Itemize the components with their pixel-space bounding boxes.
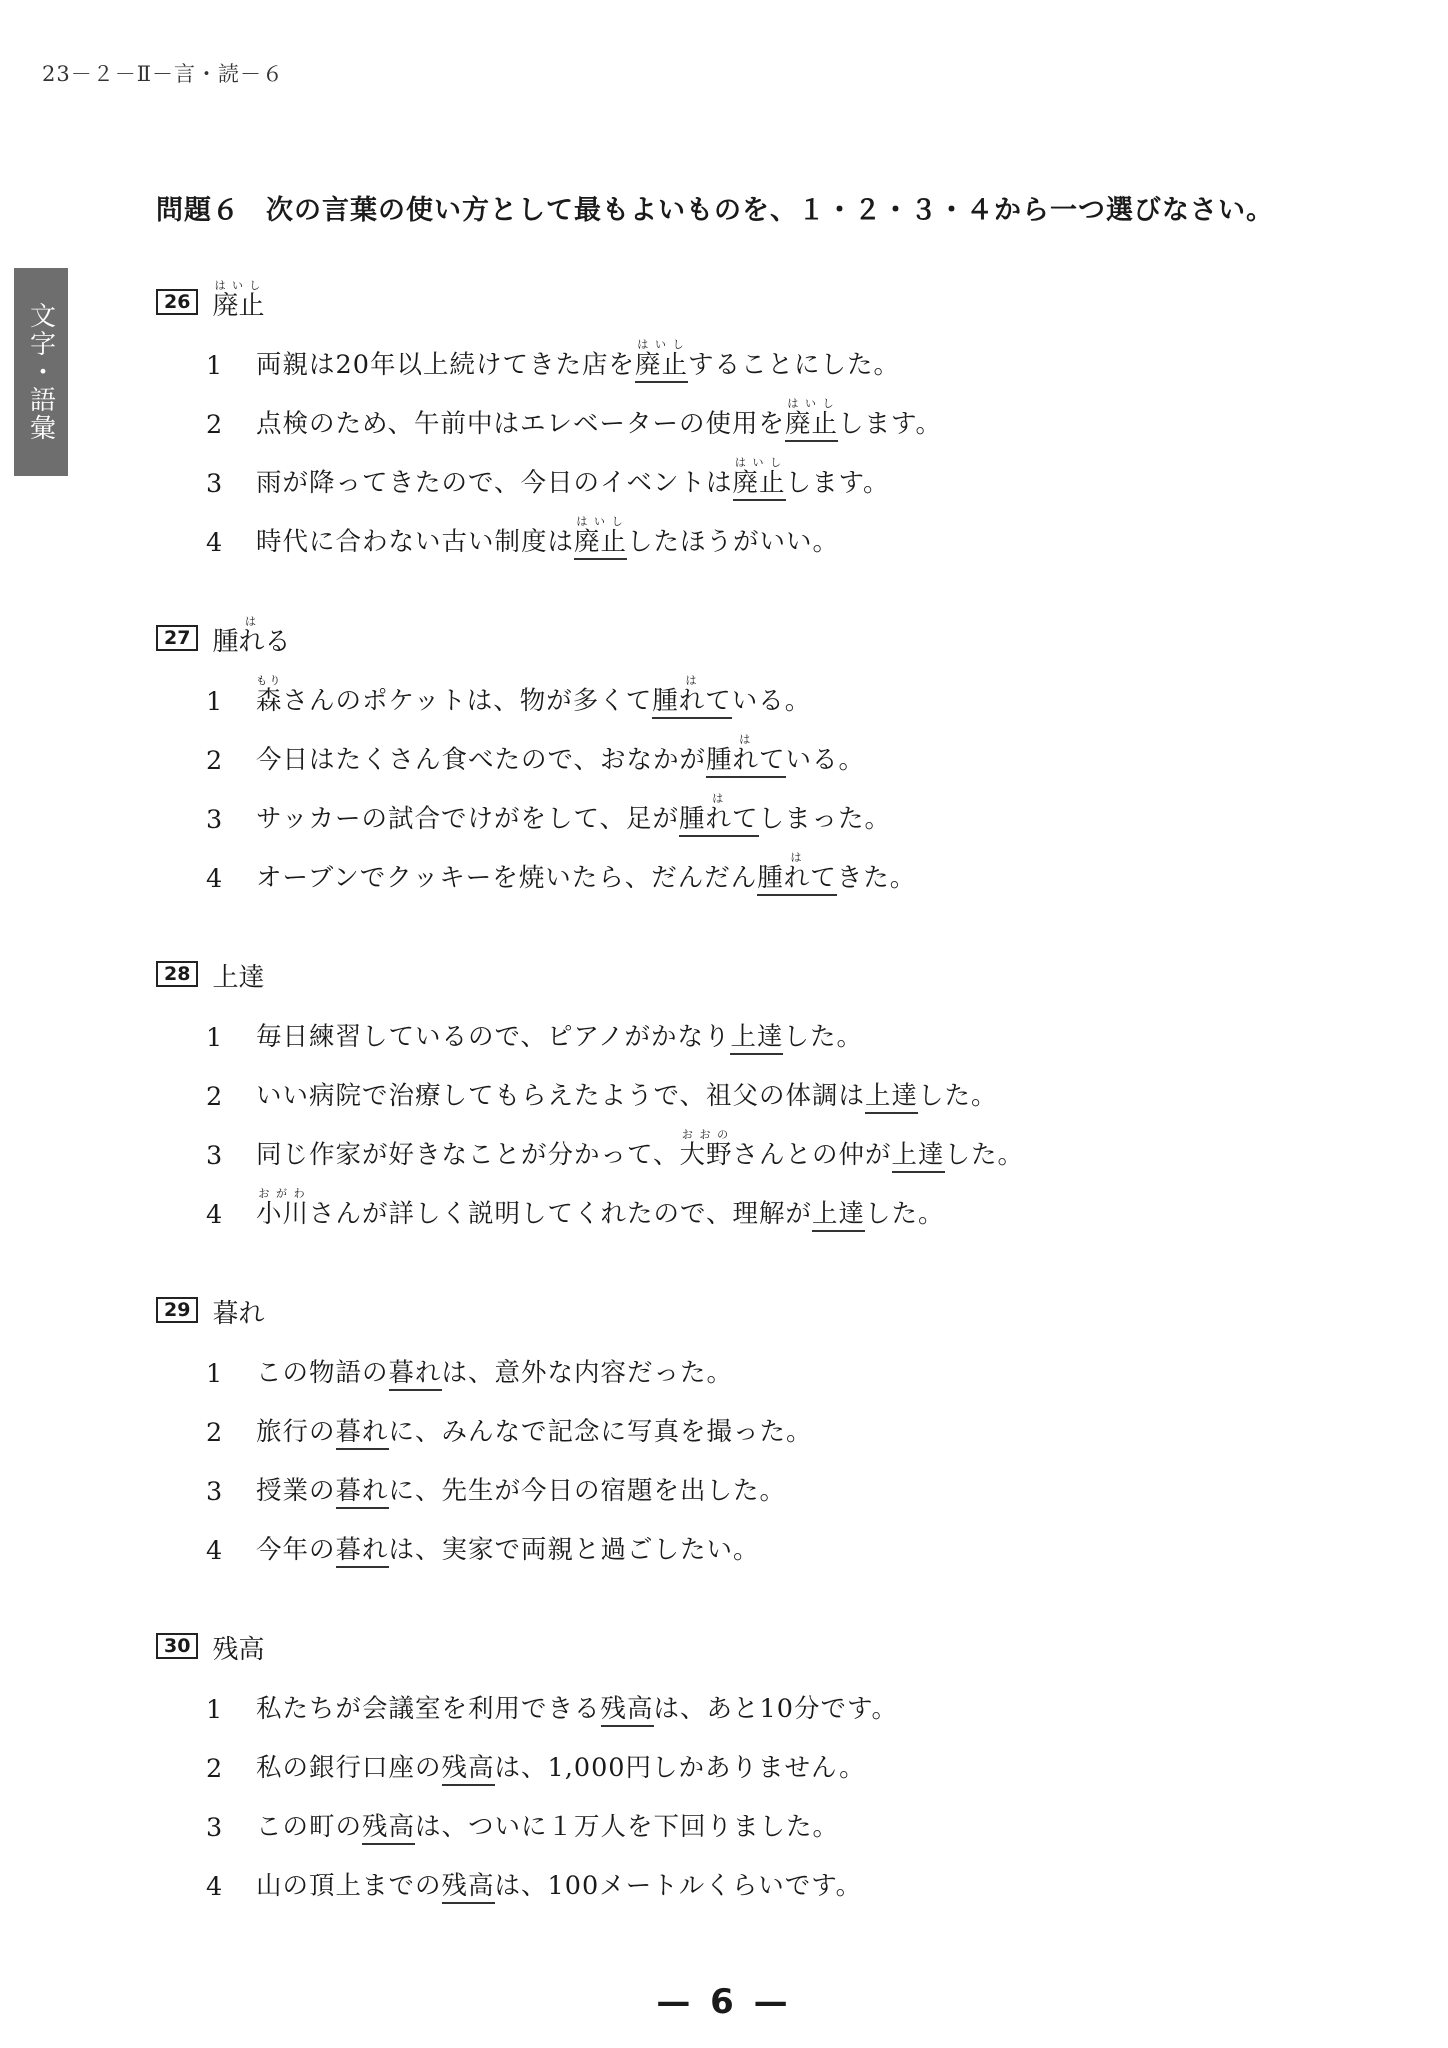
target-word-reading: はいし — [732, 456, 786, 469]
option-text-pre: サッカーの試合でけがをして、足が — [256, 804, 679, 834]
option-number: 4 — [206, 864, 224, 894]
option-number: 1 — [206, 1695, 224, 1725]
option-text — [256, 1128, 1024, 1171]
target-word-reading: は — [678, 792, 759, 805]
option-text-pre: 私の銀行口座の — [256, 1753, 442, 1783]
target-word: 暮れ — [336, 1417, 389, 1450]
option-text — [256, 456, 889, 499]
question-word — [212, 957, 264, 994]
option-row — [156, 1330, 1306, 1389]
target-word: 残高 — [362, 1812, 415, 1845]
option-row — [156, 835, 1306, 894]
option-text — [256, 1017, 863, 1053]
option-text — [256, 338, 900, 381]
option-row — [156, 1666, 1306, 1725]
question-header — [156, 930, 1306, 994]
question-number-box: 30 — [156, 1633, 198, 1659]
option-text-pre: さんが詳しく説明してくれたので、理解が — [309, 1199, 813, 1229]
option-row — [156, 1389, 1306, 1448]
question-28 — [156, 930, 1306, 1230]
question-word-ruby-reading: はいし — [212, 279, 265, 292]
target-word: 残高 — [601, 1694, 654, 1727]
option-row — [156, 1053, 1306, 1112]
option-text — [256, 1076, 998, 1112]
option-text-pre: 今日はたくさん食べたので、おなかが — [256, 745, 706, 775]
option-text-post: したほうがいい。 — [627, 527, 840, 557]
option-text-pre: 同じ作家が好きなことが分かって、 — [256, 1140, 680, 1170]
target-word: 上達 — [812, 1199, 865, 1232]
question-header — [156, 258, 1306, 322]
question-number-box: 27 — [156, 625, 198, 651]
option-text-post: に、先生が今日の宿題を出した。 — [388, 1476, 787, 1506]
target-word — [678, 792, 759, 837]
option-text-pre: 授業の — [256, 1476, 336, 1506]
option-number: 3 — [206, 1141, 224, 1171]
option-number: 2 — [206, 410, 224, 440]
option-row — [156, 776, 1306, 835]
option-text — [256, 397, 942, 440]
option-text-post: は、あと10分です。 — [653, 1694, 898, 1724]
option-number: 3 — [206, 1813, 224, 1843]
target-word: 暮れ — [389, 1358, 442, 1391]
question-header — [156, 1266, 1306, 1330]
option-text-post: きた。 — [836, 863, 917, 893]
option-number: 2 — [206, 1418, 224, 1448]
question-29 — [156, 1266, 1306, 1566]
option-text-post: した。 — [944, 1140, 1025, 1170]
target-word: 残高 — [442, 1871, 495, 1904]
option-text-post: は、意外な内容だった。 — [441, 1358, 734, 1388]
question-word-ruby-base: 腫れる — [212, 627, 291, 657]
option-row — [156, 1112, 1306, 1171]
option-number: 1 — [206, 687, 224, 717]
target-word-base: 腫れて — [652, 686, 732, 716]
target-word-base: 腫れて — [757, 863, 837, 893]
question-word-text: 残高 — [212, 1635, 265, 1665]
question-number-box: 29 — [156, 1297, 198, 1323]
option-row — [156, 1171, 1306, 1230]
question-word — [212, 1293, 264, 1330]
instruction-text: 次の言葉の使い方として最もよいものを、１・２・３・４から一つ選びなさい。 — [266, 195, 1274, 226]
option-row — [156, 1784, 1306, 1843]
option-text — [256, 515, 839, 558]
option-text — [256, 733, 865, 776]
target-word: 上達 — [892, 1140, 945, 1173]
option-text-pre: 毎日練習しているので、ピアノがかなり — [256, 1022, 731, 1052]
target-word — [652, 674, 732, 719]
option-number: 2 — [206, 1082, 224, 1112]
target-word-reading: は — [652, 674, 732, 687]
option-number: 4 — [206, 528, 224, 558]
option-text — [256, 792, 891, 835]
target-word-reading: は — [757, 851, 837, 864]
option-text-pre: いい病院で治療してもらえたようで、祖父の体調は — [256, 1081, 865, 1111]
option-text — [256, 1530, 760, 1566]
option-row — [156, 1843, 1306, 1902]
option-text — [256, 1807, 839, 1843]
name-ruby — [256, 674, 283, 716]
option-text-post: しまった。 — [758, 804, 892, 834]
option-text — [256, 1187, 945, 1230]
option-text-pre: この物語の — [256, 1358, 389, 1388]
question-word-ruby-reading: は — [212, 615, 291, 628]
option-row — [156, 1507, 1306, 1566]
question-header — [156, 594, 1306, 658]
option-text-post: した。 — [783, 1022, 863, 1052]
option-row — [156, 994, 1306, 1053]
option-text-post: します。 — [785, 468, 890, 498]
option-number: 3 — [206, 805, 224, 835]
option-row — [156, 717, 1306, 776]
target-word-reading: はいし — [634, 338, 688, 351]
target-word — [634, 338, 688, 383]
option-text-post: した。 — [865, 1199, 945, 1229]
question-word — [212, 1629, 264, 1666]
target-word-base: 腫れて — [706, 745, 786, 775]
option-row — [156, 381, 1306, 440]
question-header — [156, 1602, 1306, 1666]
option-text-pre: オーブンでクッキーを焼いたら、だんだん — [256, 863, 758, 893]
option-text-pre: 両親は20年以上続けてきた店を — [256, 350, 635, 380]
target-word: 暮れ — [336, 1476, 389, 1509]
page-code: 23－２－Ⅱ－言・読－６ — [42, 62, 284, 86]
option-text-post: は、100メートルくらいです。 — [494, 1871, 863, 1901]
target-word: 暮れ — [336, 1535, 389, 1568]
option-number: 4 — [206, 1536, 224, 1566]
target-word: 残高 — [442, 1753, 495, 1786]
option-number: 2 — [206, 1754, 224, 1784]
option-row — [156, 658, 1306, 717]
question-number-box: 28 — [156, 961, 198, 987]
target-word-reading: はいし — [574, 515, 628, 528]
name-ruby-reading: おがわ — [256, 1187, 309, 1200]
target-word — [784, 397, 838, 442]
target-word — [732, 456, 786, 501]
option-text-post: に、みんなで記念に写真を撮った。 — [388, 1417, 813, 1447]
option-text-pre2: さんとの仲が — [732, 1140, 892, 1170]
question-word-text: 上達 — [212, 963, 265, 993]
instruction — [156, 188, 1274, 227]
option-text-pre: この町の — [256, 1812, 363, 1842]
name-ruby-reading: もり — [256, 674, 283, 687]
option-number: 1 — [206, 1359, 224, 1389]
option-text — [256, 1866, 862, 1902]
option-text-pre: 雨が降ってきたので、今日のイベントは — [256, 468, 733, 498]
option-text-post: することにした。 — [687, 350, 900, 380]
option-text — [256, 1471, 786, 1507]
option-text-post: いる。 — [731, 686, 812, 716]
name-ruby-base: 大野 — [679, 1140, 733, 1170]
option-text-pre: 山の頂上までの — [256, 1871, 442, 1901]
option-number: 3 — [206, 1477, 224, 1507]
option-text-post: した。 — [918, 1081, 998, 1111]
question-word — [212, 279, 264, 322]
option-number: 2 — [206, 746, 224, 776]
option-number: 4 — [206, 1200, 224, 1230]
name-ruby — [256, 1187, 310, 1229]
target-word-base: 廃止 — [784, 409, 838, 439]
name-ruby — [679, 1128, 733, 1170]
option-text-post: は、実家で両親と過ごしたい。 — [388, 1535, 760, 1565]
question-word-ruby — [212, 615, 291, 657]
option-row — [156, 499, 1306, 558]
question-27 — [156, 594, 1306, 894]
question-number-box: 26 — [156, 289, 198, 315]
name-ruby-reading: おおの — [679, 1128, 733, 1141]
option-text-pre: 旅行の — [256, 1417, 336, 1447]
target-word — [706, 733, 786, 778]
option-text-pre: 私たちが会議室を利用できる — [256, 1694, 601, 1724]
question-word-ruby — [212, 279, 265, 321]
target-word-base: 廃止 — [574, 527, 628, 557]
option-number: 4 — [206, 1872, 224, 1902]
target-word-base: 廃止 — [634, 350, 688, 380]
question-word-text: 暮れ — [212, 1299, 265, 1329]
option-row — [156, 440, 1306, 499]
question-word — [212, 615, 290, 658]
option-row — [156, 1725, 1306, 1784]
option-text-post: は、1,000円しかありません。 — [494, 1753, 866, 1783]
option-number: 1 — [206, 1023, 224, 1053]
option-text — [256, 1748, 866, 1784]
option-text-post: は、ついに１万人を下回りました。 — [415, 1812, 840, 1842]
question-26 — [156, 258, 1306, 558]
target-word-reading: はいし — [784, 397, 838, 410]
option-text-pre: 点検のため、午前中はエレベーターの使用を — [256, 409, 785, 439]
section-side-tab — [14, 268, 68, 476]
target-word — [574, 515, 628, 560]
target-word-reading: は — [706, 733, 786, 746]
option-text-pre: さんのポケットは、物が多くて — [282, 686, 653, 716]
name-ruby-base: 小川 — [256, 1199, 310, 1229]
option-text-post: いる。 — [785, 745, 866, 775]
option-row — [156, 322, 1306, 381]
question-word-ruby-base: 廃止 — [212, 291, 265, 321]
question-30 — [156, 1602, 1306, 1902]
option-text — [256, 1412, 813, 1448]
option-row — [156, 1448, 1306, 1507]
name-ruby-base: 森 — [256, 686, 283, 716]
option-number: 3 — [206, 469, 224, 499]
option-text — [256, 1689, 898, 1725]
problem-label: 問題６ — [156, 195, 240, 226]
option-text — [256, 674, 811, 717]
option-text-pre: 今年の — [256, 1535, 336, 1565]
page-number: — 6 — — [656, 1982, 792, 2022]
target-word: 上達 — [730, 1022, 783, 1055]
option-text — [256, 851, 916, 894]
option-text-pre: 時代に合わない古い制度は — [256, 527, 575, 557]
target-word-base: 廃止 — [732, 468, 786, 498]
target-word — [757, 851, 837, 896]
option-number: 1 — [206, 351, 224, 381]
target-word: 上達 — [865, 1081, 918, 1114]
option-text — [256, 1353, 733, 1389]
target-word-base: 腫れて — [678, 804, 759, 834]
option-text-post: します。 — [838, 409, 942, 439]
section-side-tab-label: 文字・語彙 — [25, 302, 56, 442]
